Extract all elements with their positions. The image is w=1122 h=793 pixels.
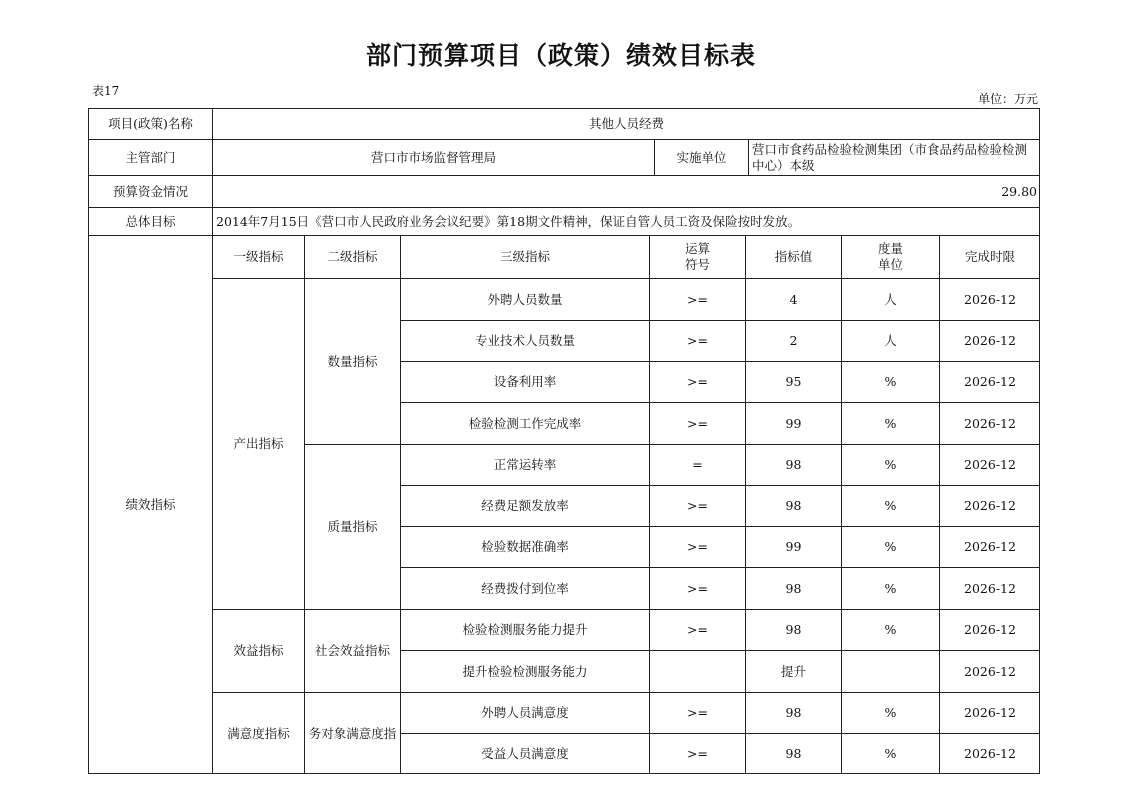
deadline: 2026-12 [939, 650, 1040, 692]
col-header: 完成时限 [939, 235, 1040, 278]
operator: = [649, 444, 745, 485]
operator: >= [649, 320, 745, 361]
level2-service-satisfaction: 务对象满意度指 [304, 692, 400, 774]
indicator-name: 正常运转率 [400, 444, 649, 485]
measure-unit: % [841, 609, 939, 650]
measure-unit: % [841, 692, 939, 733]
budget-label: 预算资金情况 [88, 175, 212, 207]
operator: >= [649, 402, 745, 444]
operator: >= [649, 485, 745, 526]
col-header: 二级指标 [304, 235, 400, 278]
unit-label: 单位：万元 [977, 92, 1038, 106]
dept-label: 主管部门 [88, 139, 212, 175]
deadline: 2026-12 [939, 733, 1040, 774]
level1-satisfaction: 满意度指标 [212, 692, 304, 774]
indicator-name: 检验检测工作完成率 [400, 402, 649, 444]
measure-unit: % [841, 526, 939, 567]
impl-label: 实施单位 [654, 139, 748, 175]
impl-value: 营口市食药品检验检测集团（市食品药品检验检测中心）本级 [748, 139, 1040, 175]
indicator-name: 设备利用率 [400, 361, 649, 402]
col-header: 运算 符号 [649, 235, 745, 278]
level1-output: 产出指标 [212, 278, 304, 609]
operator: >= [649, 278, 745, 320]
dept-value: 营口市市场监督管理局 [212, 139, 654, 175]
target-value: 98 [745, 444, 841, 485]
page-title: 部门预算项目（政策）绩效目标表 [365, 41, 756, 70]
operator [649, 650, 745, 692]
level2-social-benefit: 社会效益指标 [304, 609, 400, 692]
col-header: 指标值 [745, 235, 841, 278]
measure-unit: 人 [841, 278, 939, 320]
perf-label: 绩效指标 [88, 235, 212, 774]
operator: >= [649, 567, 745, 609]
performance-table [88, 108, 1040, 774]
deadline: 2026-12 [939, 609, 1040, 650]
target-value: 98 [745, 609, 841, 650]
measure-unit: 人 [841, 320, 939, 361]
project-name-value: 其他人员经费 [212, 108, 1040, 139]
indicator-name: 受益人员满意度 [400, 733, 649, 774]
goal-label: 总体目标 [88, 207, 212, 235]
deadline: 2026-12 [939, 402, 1040, 444]
target-value: 98 [745, 567, 841, 609]
operator: >= [649, 361, 745, 402]
measure-unit: % [841, 733, 939, 774]
indicator-name: 检验数据准确率 [400, 526, 649, 567]
budget-value: 29.80 [212, 175, 1040, 207]
table-number: 表17 [92, 84, 120, 98]
deadline: 2026-12 [939, 485, 1040, 526]
deadline: 2026-12 [939, 692, 1040, 733]
target-value: 2 [745, 320, 841, 361]
measure-unit: % [841, 485, 939, 526]
target-value: 98 [745, 733, 841, 774]
measure-unit: % [841, 361, 939, 402]
measure-unit: % [841, 444, 939, 485]
indicator-name: 检验检测服务能力提升 [400, 609, 649, 650]
indicator-name: 提升检验检测服务能力 [400, 650, 649, 692]
level2-quantity: 数量指标 [304, 278, 400, 444]
deadline: 2026-12 [939, 361, 1040, 402]
indicator-name: 外聘人员满意度 [400, 692, 649, 733]
indicator-name: 外聘人员数量 [400, 278, 649, 320]
measure-unit: % [841, 402, 939, 444]
measure-unit: % [841, 567, 939, 609]
target-value: 99 [745, 526, 841, 567]
deadline: 2026-12 [939, 320, 1040, 361]
col-header: 一级指标 [212, 235, 304, 278]
col-header: 三级指标 [400, 235, 649, 278]
project-name-label: 项目(政策)名称 [88, 108, 212, 139]
operator: >= [649, 733, 745, 774]
deadline: 2026-12 [939, 567, 1040, 609]
target-value: 98 [745, 485, 841, 526]
target-value: 提升 [745, 650, 841, 692]
level1-benefit: 效益指标 [212, 609, 304, 692]
operator: >= [649, 692, 745, 733]
indicator-name: 专业技术人员数量 [400, 320, 649, 361]
measure-unit [841, 650, 939, 692]
indicator-name: 经费足额发放率 [400, 485, 649, 526]
operator: >= [649, 526, 745, 567]
target-value: 4 [745, 278, 841, 320]
goal-value: 2014年7月15日《营口市人民政府业务会议纪要》第18期文件精神，保证自管人员工资及保险按时发放。 [212, 207, 1040, 235]
target-value: 95 [745, 361, 841, 402]
operator: >= [649, 609, 745, 650]
target-value: 99 [745, 402, 841, 444]
col-header: 度量 单位 [841, 235, 939, 278]
target-value: 98 [745, 692, 841, 733]
deadline: 2026-12 [939, 526, 1040, 567]
deadline: 2026-12 [939, 444, 1040, 485]
level2-quality: 质量指标 [304, 444, 400, 609]
indicator-name: 经费拨付到位率 [400, 567, 649, 609]
deadline: 2026-12 [939, 278, 1040, 320]
